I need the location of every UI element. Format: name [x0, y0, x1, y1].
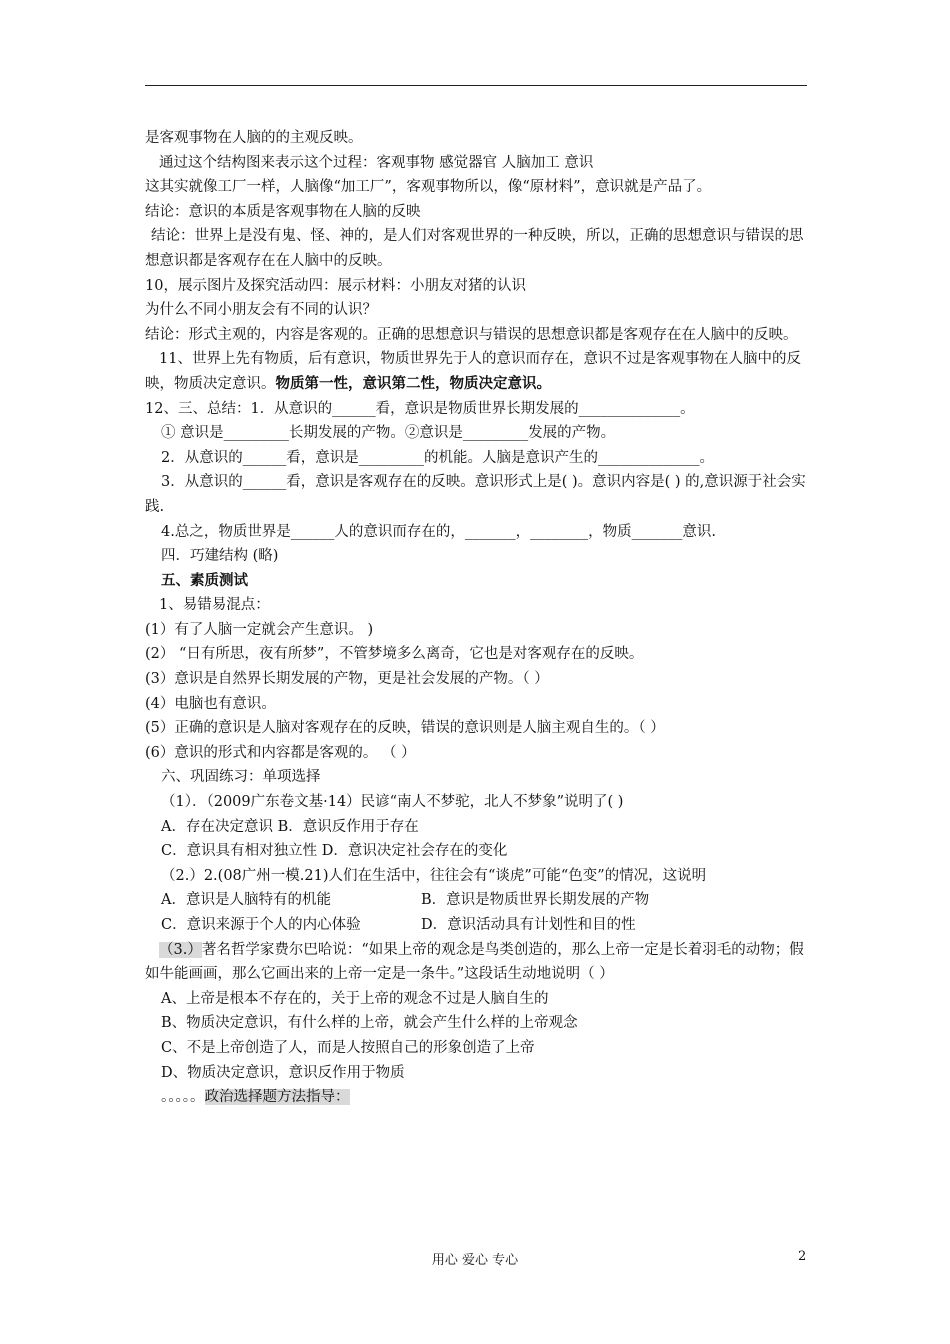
- option-line: [145, 888, 810, 913]
- option-line: [145, 913, 810, 938]
- text-line: 10，展示图片及探究活动四：展示材料：小朋友对猪的认识: [145, 277, 526, 294]
- option-line: A．存在决定意识 B．意识反作用于存在: [161, 818, 419, 835]
- question: （1）．（2009广东卷文基·14）民谚“南人不梦驼，北人不梦象”说明了( ): [161, 794, 624, 811]
- quiz-item: (1）有了人脑一定就会产生意识。 ): [145, 621, 374, 638]
- text-line: 这其实就像工厂一样，人脑像“加工厂”，客观事物所以，像“原材料”，意识就是产品了。: [145, 179, 712, 196]
- option: D．意识活动具有计划性和目的性: [421, 917, 636, 933]
- highlighted-text: 政治选择题方法指导：: [204, 1089, 350, 1106]
- footer-text: 用心 爱心 专心: [431, 1253, 519, 1268]
- page-number: 2: [798, 1249, 807, 1264]
- option: C．意识来源于个人的内心体验: [161, 917, 361, 933]
- option-line: B、物质决定意识，有什么样的上帝，就会产生什么样的上帝观念: [161, 1015, 578, 1032]
- summary-paragraph: 3．从意识的______看，意识是客观存在的反映。意识形式上是( )。意识内容是( ) 的,意识源于社会实践.: [145, 474, 806, 515]
- option: B．意识是物质世界长期发展的产物: [421, 892, 650, 909]
- quiz-item: (5）正确的意识是人脑对客观存在的反映，错误的意识则是人脑主观自生的。（ ）: [145, 720, 665, 737]
- summary-line: 2．从意识的______看，意识是_________的机能。人脑是意识产生的______________。: [161, 449, 714, 466]
- text-line: 结论：意识的本质是客观事物在人脑的反映: [145, 203, 421, 220]
- option-line: D、物质决定意识，意识反作用于物质: [161, 1064, 405, 1081]
- text-paragraph: 结论：形式主观的，内容是客观的。正确的思想意识与错误的思想意识都是客观存在在人脑中的反映。: [145, 326, 798, 343]
- section-heading: 五、素质测试: [161, 571, 248, 589]
- header-rule: [145, 85, 807, 86]
- method-heading: [145, 1085, 810, 1110]
- text-paragraph: [145, 347, 810, 396]
- text-line: 为什么不同小朋友会有不同的认识？: [145, 302, 377, 319]
- quiz-item: (4）电脑也有意识。: [145, 695, 276, 712]
- quiz-item: (6）意识的形式和内容都是客观的。 （ ）: [145, 744, 416, 761]
- bold-conclusion: 物质第一性，意识第二性，物质决定意识。: [275, 374, 551, 392]
- question-number: （3.）: [159, 941, 202, 958]
- option-line: C、不是上帝创造了人，而是人按照自己的形象创造了上帝: [161, 1039, 535, 1056]
- question: [145, 938, 810, 987]
- option-line: C．意识具有相对独立性 D．意识决定社会存在的变化: [161, 843, 508, 860]
- text-line: 1、易错易混点：: [159, 597, 270, 614]
- page-body: [145, 126, 810, 1110]
- text-line: 通过这个结构图来表示这个过程：客观事物 感觉器官 人脑加工 意识: [159, 154, 594, 171]
- summary-line: 12、三、总结：1．从意识的______看，意识是物质世界长期发展的______________。: [145, 400, 695, 417]
- quiz-item: (3）意识是自然界长期发展的产物，更是社会发展的产物。（ ）: [145, 671, 549, 688]
- quiz-item: (2） “日有所思，夜有所梦”，不管梦境多么离奇，它也是对客观存在的反映。: [145, 646, 644, 663]
- question-text: 著名哲学家费尔巴哈说：“如果上帝的观念是鸟类创造的，那么上帝一定是长着羽毛的动物；假如牛能画画，那么它画出来的上帝一定是一条牛。”这段话生动地说明（ ）: [145, 941, 804, 983]
- text-paragraph: 结论：世界上是没有鬼、怪、神的，是人们对客观世界的一种反映，所以，正确的思想意识与错误的思想意识都是客观存在在人脑中的反映。: [145, 228, 804, 269]
- ellipsis: 。。。。。: [161, 1089, 205, 1106]
- section-heading: 四．巧建结构 (略): [161, 548, 279, 565]
- text-span: 11、世界上先有物质，后有意识，物质世界先于人的意识而存在，意识不过是客观事物在人脑中的反映，物质决定意识。: [145, 351, 801, 392]
- text-line: 是客观事物在人脑的的主观反映。: [145, 130, 363, 146]
- question: （2.）2.(08广州一模.21)人们在生活中，往往会有“谈虎”可能“色变”的情况，这说明: [161, 867, 707, 884]
- summary-line: 4.总之，物质世界是______人的意识而存在的，_______，________，物质_______意识.: [161, 523, 716, 540]
- section-heading: 六、巩固练习：单项选择: [161, 769, 321, 786]
- summary-line: ① 意识是_________长期发展的产物。②意识是_________发展的产物。: [161, 425, 616, 442]
- option-line: A、上帝是根本不存在的，关于上帝的观念不过是人脑自生的: [161, 990, 549, 1007]
- option: A．意识是人脑特有的机能: [161, 892, 331, 909]
